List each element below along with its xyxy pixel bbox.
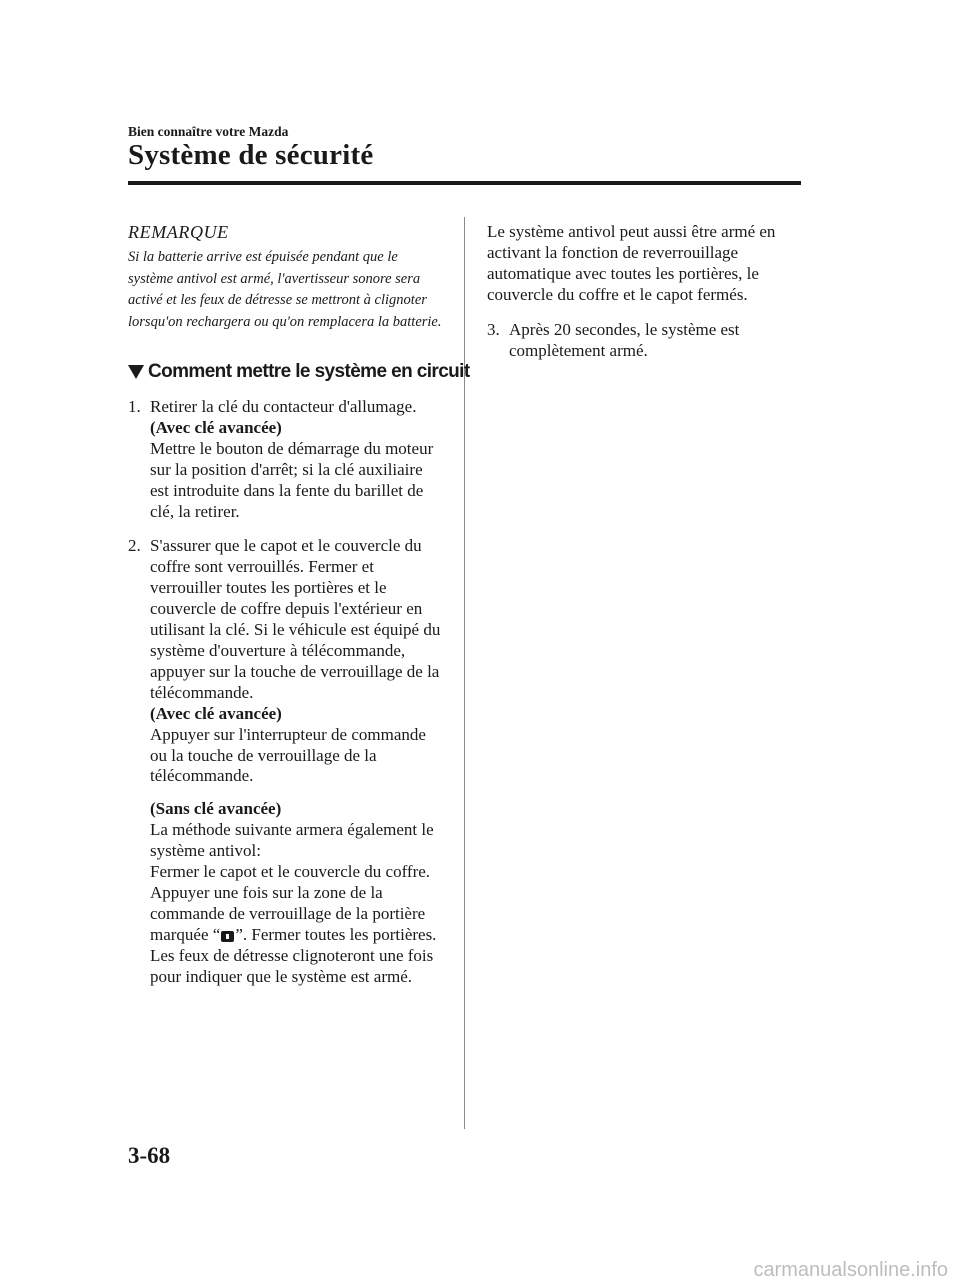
step-detail	[150, 862, 444, 946]
column-divider	[464, 217, 465, 1129]
step-number: 1.	[128, 397, 141, 416]
step-text: S'assurer que le capot et le couvercle du coffre sont verrouillés. Fermer et verrouiller toutes les portières et le couvercle de coffre depuis l'extérieur en utilisant la clé. Si le véhicule est équipé du système d'ouverture à télécommande, appuyer sur la touche de verrouillage de la télécommande.	[150, 536, 441, 702]
note-title: REMARQUE	[128, 222, 229, 242]
step-detail-part: Fermer le capot et le couvercle du coffre. Appuyer une fois sur la zone de la commande de verrouillage de la portière marquée “	[150, 862, 431, 944]
section-heading	[128, 361, 470, 383]
step-detail: La méthode suivante armera également le système antivol:	[150, 820, 434, 861]
step-number: 3.	[487, 319, 500, 339]
left-column	[128, 222, 470, 1001]
step-detail: Appuyer sur l'interrupteur de commande ou la touche de verrouillage de la télécommande.	[150, 724, 426, 786]
step-text: Après 20 secondes, le système est complètement armé.	[509, 319, 740, 360]
watermark: carmanualsonline.info	[753, 1259, 948, 1281]
page-number: 3-68	[128, 1143, 171, 1168]
step-1	[128, 397, 444, 522]
step-detail: Mettre le bouton de démarrage du moteur sur la position d'arrêt; si la clé auxiliaire est introduite dans la fente du barillet de clé, la retirer.	[150, 438, 434, 521]
intro-paragraph: Le système antivol peut aussi être armé en activant la fonction de reverrouillage automatique avec toutes les portières, le couvercle du coffre et le capot fermés.	[487, 222, 776, 304]
step-condition: (Avec clé avancée)	[150, 703, 282, 723]
step-3	[487, 320, 807, 362]
lock-icon	[221, 928, 234, 942]
header-rule	[128, 181, 801, 185]
note-block	[128, 222, 444, 333]
step-text: Retirer la clé du contacteur d'allumage.	[150, 397, 417, 416]
step-number: 2.	[128, 536, 141, 556]
step-condition: (Avec clé avancée)	[150, 417, 282, 437]
triangle-bullet-icon	[128, 365, 144, 379]
right-column	[487, 222, 807, 375]
page-title: Système de sécurité	[128, 139, 374, 171]
step-2	[128, 536, 444, 987]
note-body: Si la batterie arrive est épuisée pendant que le système antivol est armé, l'avertisseur sonore sera activé et les feux de détresse se mettront à clignoter lorsqu'on rechargera ou qu'on remplacera la batterie.	[128, 249, 442, 330]
breadcrumb: Bien connaître votre Mazda	[128, 124, 289, 139]
section-heading-text: Comment mettre le système en circuit	[148, 361, 470, 382]
step-condition: (Sans clé avancée)	[150, 799, 282, 819]
step-detail: Les feux de détresse clignoteront une fois pour indiquer que le système est armé.	[150, 945, 434, 986]
step-detail-part: ”. Fermer toutes les portières.	[235, 924, 437, 944]
